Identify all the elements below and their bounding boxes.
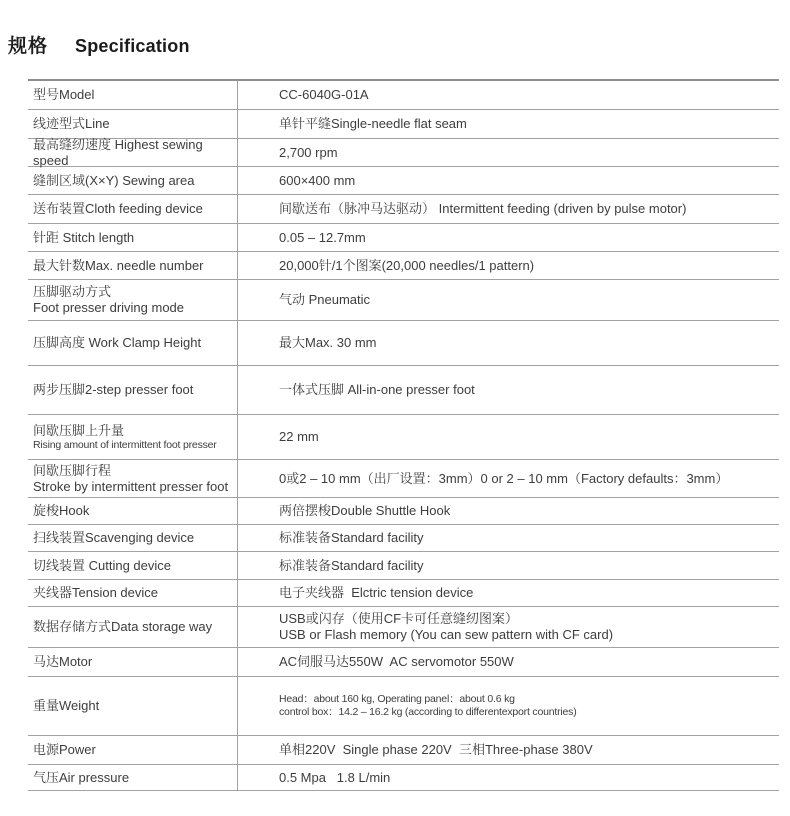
spec-label-line: 旋梭Hook — [33, 503, 90, 518]
spec-table-body — [28, 81, 779, 791]
spec-value-cell — [238, 167, 779, 194]
spec-label-cell — [28, 648, 238, 676]
spec-label-line: Stroke by intermittent presser foot — [33, 478, 229, 494]
spec-value-line: 电子夹线器 Elctric tension device — [279, 585, 474, 600]
table-row — [28, 765, 779, 791]
spec-label-cell — [28, 81, 238, 109]
spec-value-cell — [238, 460, 779, 497]
spec-value-line: 单相220V Single phase 220V 三相Three-phase 380V — [279, 742, 593, 757]
table-row — [28, 552, 779, 580]
spec-value-cell — [238, 525, 779, 551]
specification-table — [28, 79, 779, 791]
spec-value-line: 0.5 Mpa 1.8 L/min — [279, 769, 391, 785]
spec-value-cell — [238, 677, 779, 735]
spec-label-line: 送布装置Cloth feeding device — [33, 201, 203, 216]
table-row — [28, 415, 779, 460]
spec-value-cell — [238, 498, 779, 524]
spec-label-cell — [28, 136, 238, 168]
spec-label-cell — [28, 110, 238, 138]
spec-label-line: Foot presser driving mode — [33, 300, 185, 315]
table-row — [28, 280, 779, 321]
spec-label-line: 间歇压脚行程 — [33, 462, 112, 478]
spec-value-line: 两倍摆梭Double Shuttle Hook — [279, 503, 451, 518]
table-row — [28, 648, 779, 677]
spec-label-cell — [28, 580, 238, 606]
spec-value-line: 600×400 mm — [279, 172, 356, 188]
table-row — [28, 525, 779, 552]
table-row — [28, 252, 779, 280]
spec-label-cell — [28, 224, 238, 251]
table-row — [28, 195, 779, 224]
table-row — [28, 366, 779, 415]
spec-value-cell — [238, 648, 779, 676]
spec-label-cell — [28, 498, 238, 524]
spec-value-line: control box：14.2 – 16.2 kg (according to differentexport countries) — [279, 706, 577, 718]
spec-label-line: 线迹型式Line — [33, 116, 110, 131]
spec-value-line: CC-6040G-01A — [279, 87, 369, 102]
spec-value-line: 0或2 – 10 mm（出厂设置：3mm）0 or 2 – 10 mm（Factory defaults：3mm） — [279, 470, 729, 486]
spec-label-line: 夹线器Tension device — [33, 585, 158, 600]
spec-value-cell — [238, 580, 779, 606]
spec-label-cell — [28, 321, 238, 365]
table-row — [28, 136, 779, 168]
spec-label-line: 针距 Stitch length — [33, 229, 135, 245]
spec-label-cell — [28, 525, 238, 551]
spec-value-cell — [238, 415, 779, 459]
table-row — [28, 81, 779, 110]
spec-value-cell — [238, 139, 779, 166]
spec-value-cell — [238, 552, 779, 579]
spec-label-line: 缝制区域(X×Y) Sewing area — [33, 172, 195, 188]
spec-value-cell — [238, 366, 779, 414]
page-title-en: Specification — [75, 36, 190, 56]
table-row — [28, 736, 779, 765]
spec-label-line: Rising amount of intermittent foot presser — [33, 438, 217, 451]
spec-label-cell — [28, 736, 238, 764]
spec-value-line: 一体式压脚 All-in-one presser foot — [279, 382, 475, 397]
spec-value-line: 2,700 rpm — [279, 144, 338, 160]
spec-value-cell — [238, 224, 779, 251]
spec-value-line: Head：about 160 kg, Operating panel：about 0.6 kg — [279, 693, 515, 705]
table-row — [28, 677, 779, 736]
spec-value-line: 20,000针/1个图案(20,000 needles/1 pattern) — [279, 257, 535, 273]
spec-label-line: 间歇压脚上升量 — [33, 422, 125, 438]
spec-label-line: 压脚驱动方式 — [33, 284, 112, 299]
spec-label-cell — [28, 460, 238, 497]
spec-value-cell — [238, 736, 779, 764]
spec-value-line: AC伺服马达550W AC servomotor 550W — [279, 654, 514, 669]
spec-value-cell — [238, 110, 779, 138]
spec-label-cell — [28, 552, 238, 579]
spec-label-line: 气压Air pressure — [33, 769, 130, 785]
spec-label-line: 两步压脚2-step presser foot — [33, 382, 194, 397]
spec-label-line: 扫线装置Scavenging device — [33, 530, 195, 545]
spec-label-line: 切线装置 Cutting device — [33, 557, 171, 573]
spec-value-cell — [238, 607, 779, 647]
spec-value-line: 22 mm — [279, 429, 319, 444]
page-title-cn: 规格 — [8, 36, 49, 57]
spec-value-line: 单针平缝Single-needle flat seam — [279, 116, 467, 131]
spec-value-cell — [238, 252, 779, 279]
table-row — [28, 580, 779, 607]
table-row — [28, 460, 779, 498]
spec-label-line: 压脚高度 Work Clamp Height — [33, 335, 202, 350]
spec-label-line: 最大针数Max. needle number — [33, 257, 204, 273]
table-row — [28, 321, 779, 366]
page-title — [8, 31, 190, 58]
spec-value-line: 标准装备Standard facility — [279, 557, 424, 573]
spec-label-cell — [28, 167, 238, 194]
table-row — [28, 607, 779, 648]
spec-value-cell — [238, 81, 779, 109]
table-row — [28, 498, 779, 525]
table-row — [28, 224, 779, 252]
spec-value-cell — [238, 321, 779, 365]
table-row — [28, 110, 779, 139]
spec-label-cell — [28, 415, 238, 459]
spec-value-line: USB或闪存（使用CF卡可任意缝纫图案） — [279, 611, 519, 626]
spec-label-cell — [28, 252, 238, 279]
spec-value-cell — [238, 195, 779, 223]
spec-value-line: 气动 Pneumatic — [279, 292, 371, 307]
spec-label-cell — [28, 280, 238, 320]
table-row — [28, 167, 779, 195]
spec-value-line: 0.05 – 12.7mm — [279, 229, 366, 245]
spec-value-line: USB or Flash memory (You can sew pattern with CF card) — [279, 627, 614, 642]
spec-label-line: 马达Motor — [33, 654, 93, 669]
spec-label-line: 型号Model — [33, 87, 95, 102]
spec-label-cell — [28, 195, 238, 223]
spec-value-cell — [238, 765, 779, 790]
spec-value-cell — [238, 280, 779, 320]
spec-value-line: 间歇送布（脉冲马达驱动） Intermittent feeding (driven by pulse motor) — [279, 201, 687, 216]
spec-label-line: 最高缝纫速度 Highest sewing speed — [33, 136, 203, 168]
spec-label-cell — [28, 677, 238, 735]
spec-label-cell — [28, 765, 238, 790]
spec-value-line: 最大Max. 30 mm — [279, 335, 377, 350]
spec-label-line: 数据存储方式Data storage way — [33, 619, 213, 634]
spec-label-line: 重量Weight — [33, 698, 100, 713]
spec-label-cell — [28, 366, 238, 414]
spec-label-line: 电源Power — [33, 742, 96, 757]
spec-label-cell — [28, 607, 238, 647]
spec-value-line: 标准装备Standard facility — [279, 530, 424, 545]
